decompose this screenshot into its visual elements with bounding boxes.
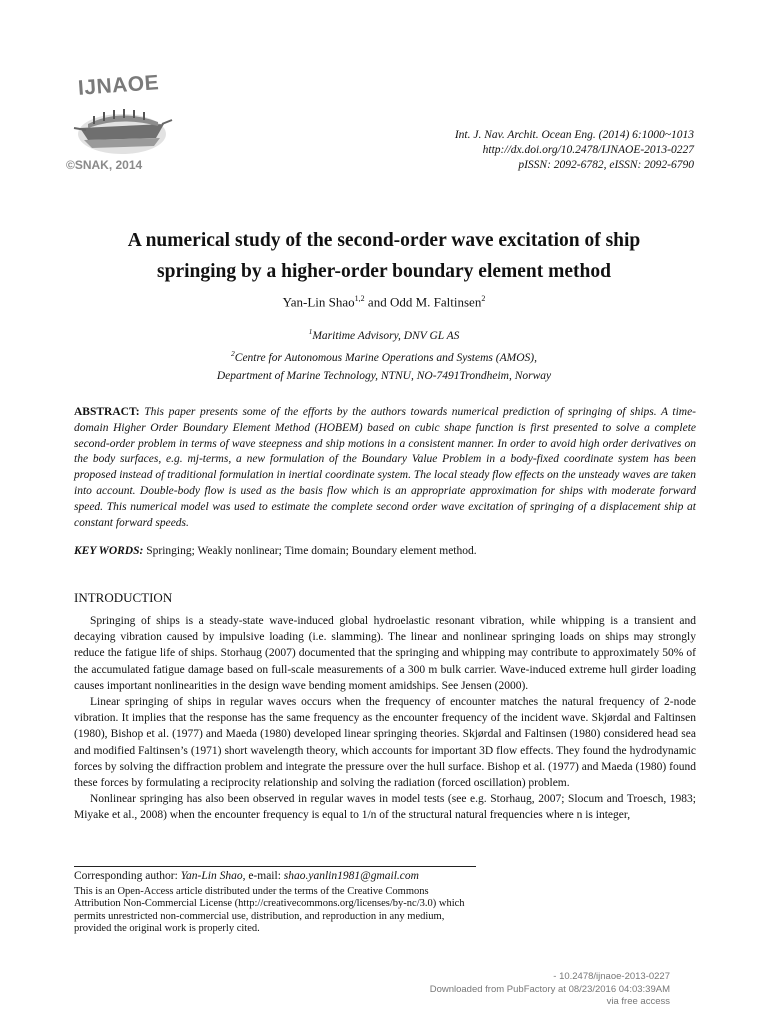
author-affil-mark: 1,2 [354,294,365,303]
affiliation-3: Department of Marine Technology, NTNU, NO-7491Trondheim, Norway [216,369,552,382]
keywords [74,545,696,557]
logo-copyright: ©SNAK, 2014 [66,158,143,172]
footnote [74,870,476,936]
corresponding-author-name: Yan-Lin Shao [180,870,243,882]
author-name: Yan-Lin Shao [282,294,355,310]
paper-title [60,225,708,287]
author-list [60,294,708,310]
section-heading: INTRODUCTION [74,590,173,605]
body-text [74,613,696,824]
download-access: via free access [606,996,670,1007]
author-name: Odd M. Faltinsen [389,294,482,310]
logo-title: IJNAOE [77,71,160,100]
author-affil-mark: 2 [481,294,486,303]
affiliation-2: $^2$Centre for Autonomous Marine Operations and Systems (AMOS), [231,348,537,364]
paragraph: Springing of ships is a steady-state wave-induced global hydroelastic resonant vibration, while whipping is a transient and decaying vibration caused by impulsive loading (i.e. slamming). The linear and nonlinear springing loads on ships may strongly reduce the fatigue life of ships. Storhaug (2007) documented that the springing and whipping may contribute to approximately 50% of the accumulated fatigue damage based on full-scale measurements of a 300 m bulk carrier. Wave-induced extreme hull girder loading causes important nonlinearities in the design wave bending moment amidships. See Jensen (2000). [74,615,696,692]
download-stamp [430,971,670,1009]
author-joiner: and [364,294,390,310]
abstract [74,405,696,531]
download-source: Downloaded from PubFactory at 08/23/2016 04:03:39AM [429,983,670,995]
citation-block [455,128,694,173]
doi-link[interactable]: http://dx.doi.org/10.2478/IJNAOE-2013-0227 [482,144,694,156]
journal-logo [66,70,178,174]
paragraph: Linear springing of ships in regular waves occurs when the frequency of encounter matches the natural frequency of 2-node vibration. It implies that the response has the same frequency as the encounter frequency of the incident wave. Skjørdal and Faltinsen (1980), Bishop et al. (1977) and Maeda (1980) developed linear springing theories. Skjørdal and Faltinsen (1980) considered head sea and modified Faltinsen’s (1971) short wavelength theory, which accounts for important 3D flow effects. They found the hydrodynamic forces by solving the diffraction problem and integrate the pressure over the hull surface. Bishop et al. (1977) and Maeda (1980) found these forces by formulating a reciprocity relationship and solving the radiation (forced oscillation) problem. [74,696,696,790]
paragraph: Nonlinear springing has also been observed in regular waves in model tests (see e.g. Storhaug, 2007; Slocum and Troesch, 1983; Miyake et al., 2008) when the encounter frequency is equal to 1/n of the structural natural frequencies where n is integer, [74,793,696,822]
affiliation-mark: 1 [308,327,313,336]
keywords-label: KEY WORDS: [74,545,144,557]
abstract-label: ABSTRACT: [74,406,140,418]
corresponding-author-email[interactable]: shao.yanlin1981@gmail.com [283,870,419,882]
title-line-1: A numerical study of the second-order wave excitation of ship [127,230,641,251]
download-doi: - 10.2478/ijnaoe-2013-0227 [553,971,670,982]
affiliation-mark: 2 [231,348,235,358]
license-notice: This is an Open-Access article distributed under the terms of the Creative Commons Attribution Non-Commercial License (http://creativecommons.org/licenses/by-nc/3.0) which permits unrestricted non-commercial use, distribution, and reproduction in any medium, provided the original work is properly cited. [74,885,465,934]
affiliations [60,323,708,385]
issn: pISSN: 2092-6782, eISSN: 2092-6790 [518,159,694,171]
keywords-text: Springing; Weakly nonlinear; Time domain; Boundary element method. [146,545,477,557]
ship-icon [70,94,174,158]
title-line-2: springing by a higher-order boundary element method [157,261,611,282]
journal-citation: Int. J. Nav. Archit. Ocean Eng. (2014) 6:1000~1013 [454,129,694,141]
footnote-divider [74,866,476,867]
corresponding-author: Corresponding author: Yan-Lin Shao, e-mail: shao.yanlin1981@gmail.com [74,870,419,882]
abstract-text: This paper presents some of the efforts by the authors towards numerical prediction of springing of ships. A time-domain Higher Order Boundary Element Method (HOBEM) based on cubic shape function is first presented to solve a complete second-order problem in terms of wave steepness and ship motions in a consistent manner. In order to avoid high order derivatives on the body surfaces, e.g. mj-terms, a new formulation of the Boundary Value Problem in a body-fixed coordinate system has been proposed instead of traditional formulation in inertial coordinate system. The local steady flow effects on the unsteady waves are taken into account. Double-body flow is used as the basis flow which is an appropriate approximation for ships with moderate forward speed. This numerical model was used to estimate the complete second order wave excitation of springing of a displacement ship at constant forward speeds. [74,406,697,529]
affiliation-1: $^1$Maritime Advisory, DNV GL AS [308,327,460,342]
